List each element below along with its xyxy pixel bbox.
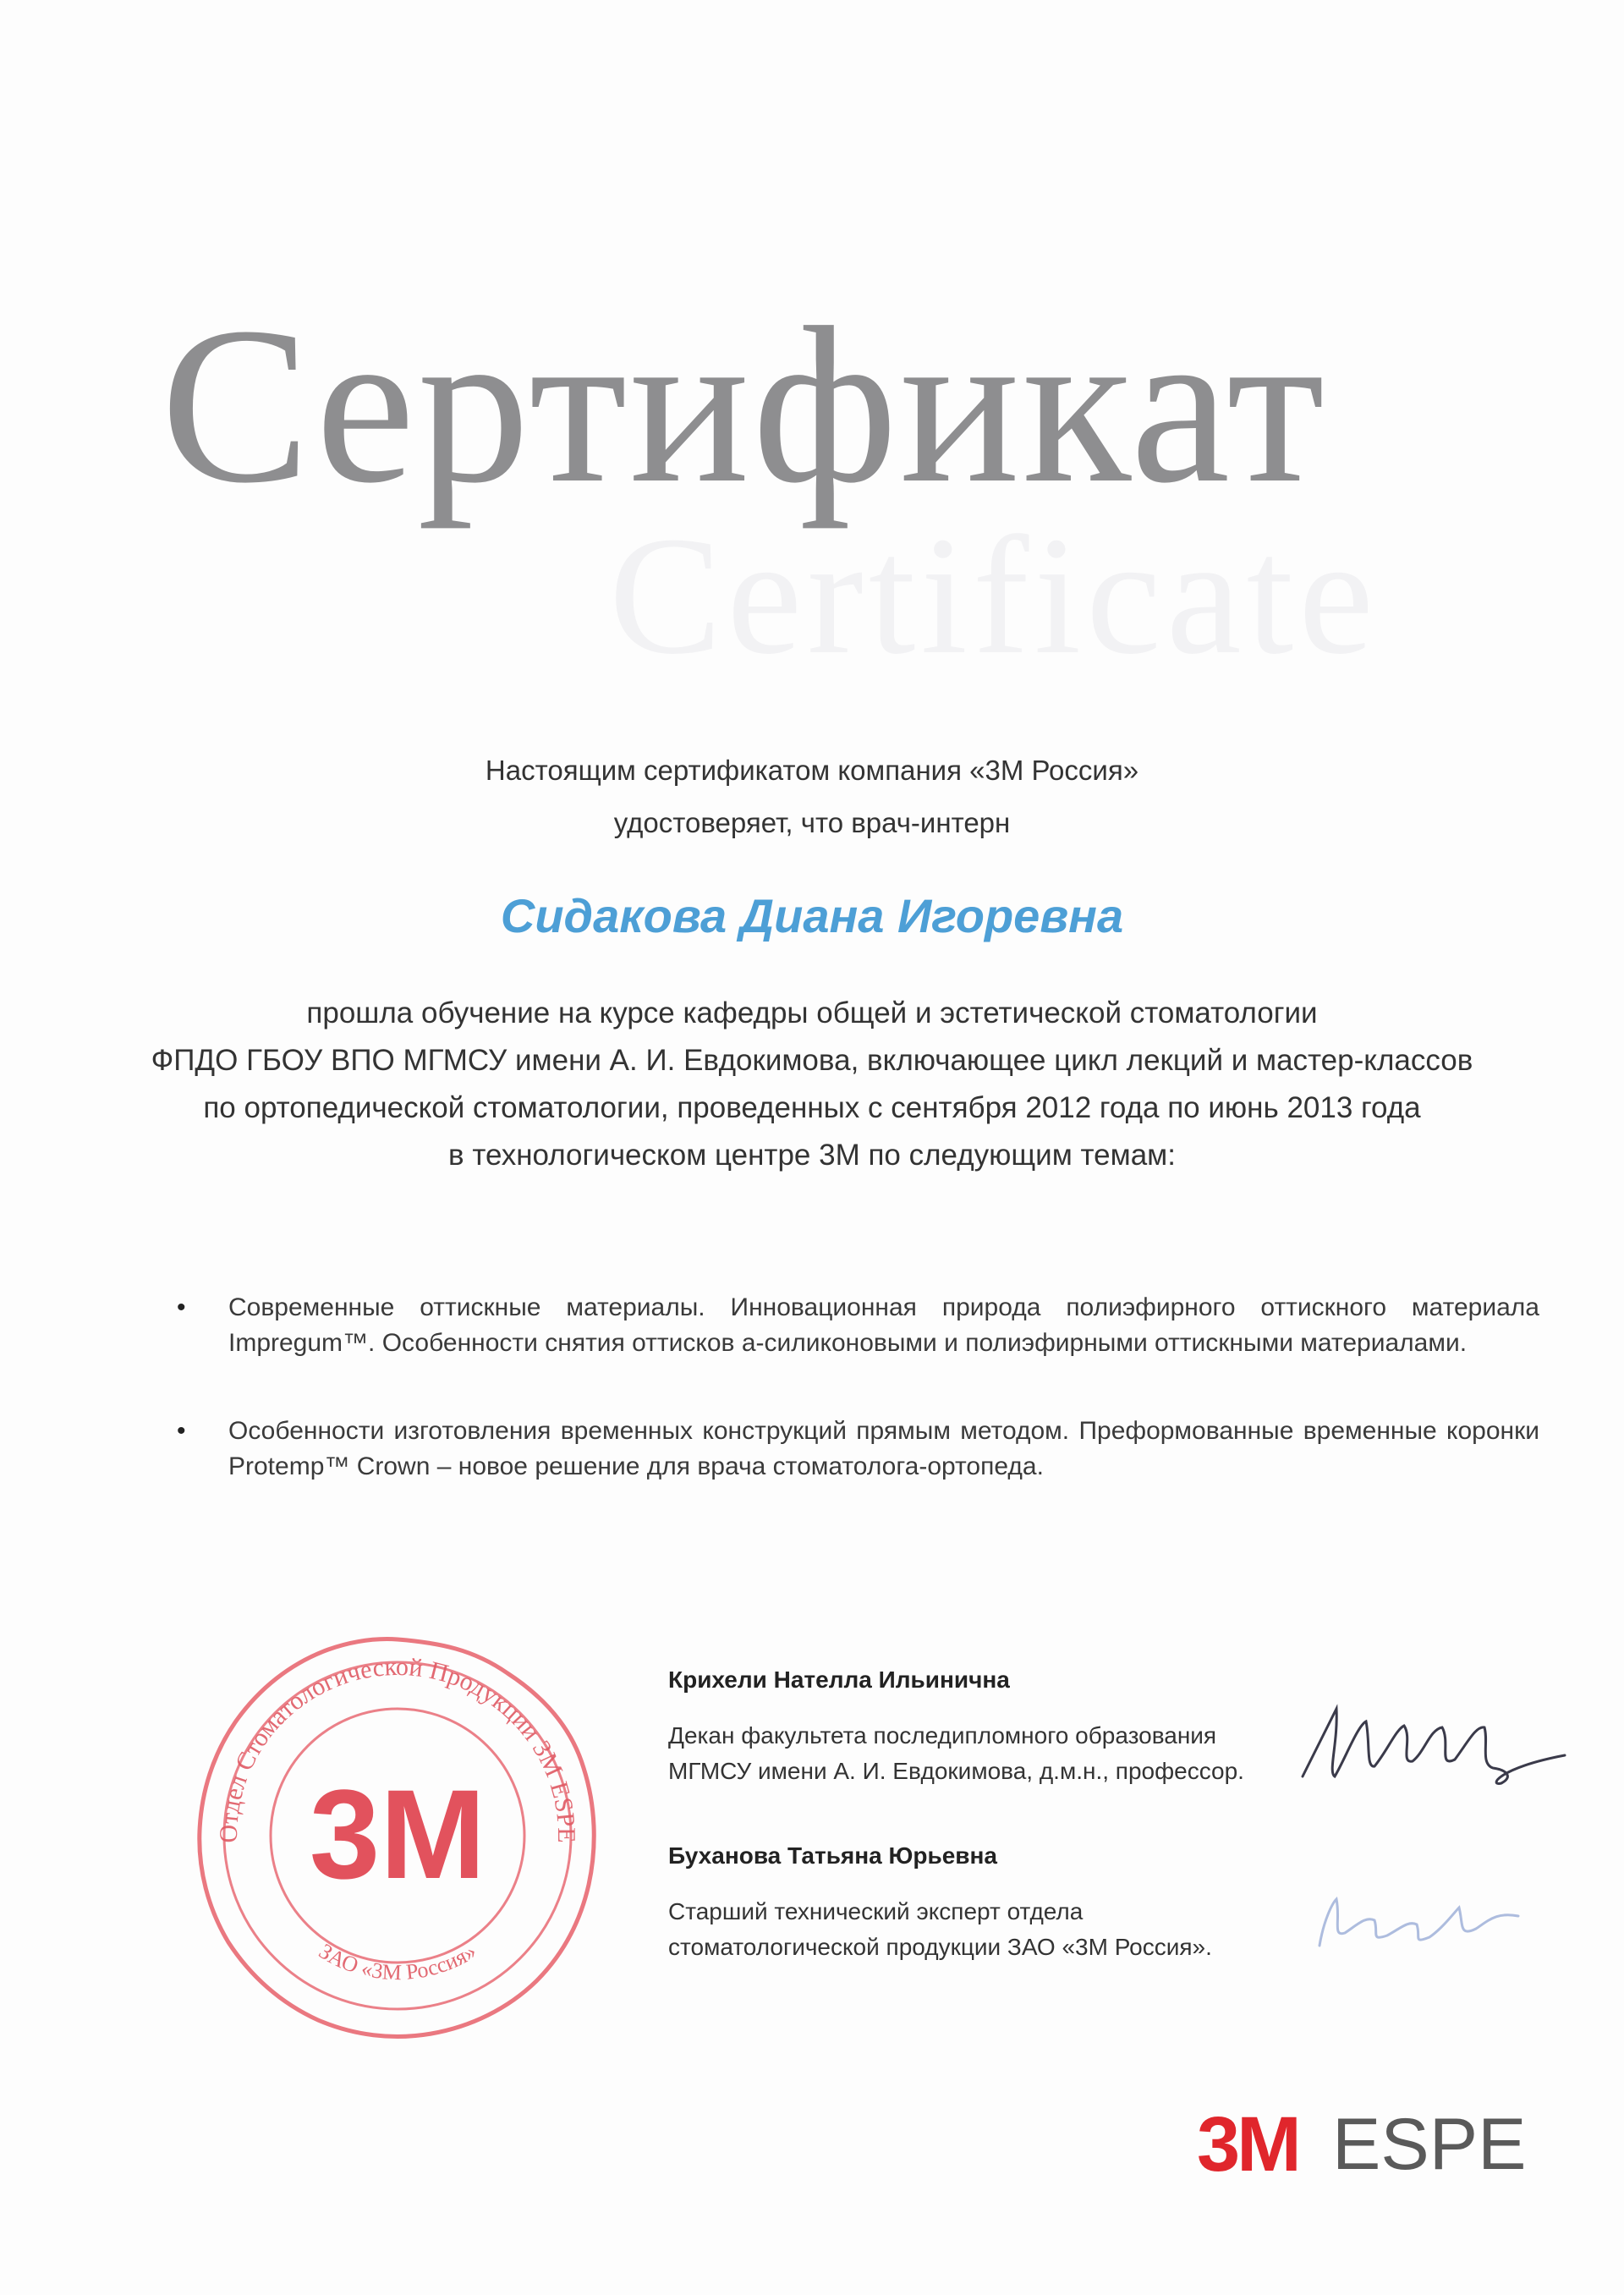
topic-text: Особенности изготовления временных конструкций прямым методом. Преформованные временные коронки Protemp™ Crown – новое решение для врача стоматолога-ортопеда. (228, 1417, 1539, 1480)
seal-bottom-text: ЗАО «3М Россия» (315, 1938, 480, 1985)
handwritten-signature-icon (1307, 1886, 1527, 1963)
signatory-role (668, 1894, 1311, 1965)
logo-word: ESPE (1332, 2104, 1527, 2185)
signatory-role-line-1: Старший технический эксперт отдела (668, 1898, 1084, 1924)
3m-espe-logo-icon (1197, 2098, 1535, 2191)
body-line-3: по ортопедической стоматологии, проведенных с сентября 2012 года по июнь 2013 года (203, 1091, 1421, 1124)
bullet: • (177, 1293, 186, 1321)
signatory-1 (668, 1662, 1311, 1789)
seal-center-logo: 3M (309, 1763, 486, 1905)
signatory-2 (668, 1838, 1311, 1965)
signatory-role (668, 1718, 1311, 1789)
signatory-role-line-2: стоматологической продукции ЗАО «3М Россия». (668, 1934, 1212, 1960)
certificate-watermark: Certificate (609, 502, 1379, 689)
body-line-4: в технологическом центре 3М по следующим темам: (448, 1139, 1176, 1172)
handwritten-signature-icon (1286, 1692, 1573, 1802)
bullet: • (177, 1417, 186, 1445)
stamp-seal-icon (186, 1624, 609, 2047)
logo-mark: 3M (1197, 2101, 1298, 2188)
certificate-title: Сертификат (161, 282, 1328, 530)
signatory-name: Буханова Татьяна Юрьевна (668, 1842, 997, 1869)
seal-ring-text: Отдел Стоматологической Продукции 3М ESPE (214, 1652, 581, 1843)
signatory-role-line-2: МГМСУ имени А. И. Евдокимова, д.м.н., профессор. (668, 1758, 1244, 1784)
list-item (165, 1290, 1539, 1361)
topic-text: Современные оттискные материалы. Инновационная природа полиэфирного оттискного материала Impregum™. Особенности снятия оттисков а-силиконовыми и полиэфирными оттискными материалами. (228, 1293, 1539, 1357)
list-item (165, 1414, 1539, 1485)
signatory-role-line-1: Декан факультета последипломного образования (668, 1722, 1217, 1749)
body-text (0, 990, 1624, 1179)
intro-text (0, 744, 1624, 849)
intro-line-1: Настоящим сертификатом компания «3М Россия» (485, 755, 1139, 786)
intro-line-2: удостоверяет, что врач-интерн (613, 807, 1011, 838)
recipient-name: Сидакова Диана Игоревна (500, 889, 1124, 942)
topics-list (165, 1290, 1539, 1537)
signatory-name: Крихели Нателла Ильинична (668, 1666, 1010, 1693)
svg-text:ЗАО «3М Россия» (315, 1939, 480, 1985)
body-line-1: прошла обучение на курсе кафедры общей и эстетической стоматологии (306, 997, 1318, 1029)
body-line-2: ФПДО ГБОУ ВПО МГМСУ имени А. И. Евдокимова, включающее цикл лекций и мастер-классов (151, 1044, 1473, 1077)
